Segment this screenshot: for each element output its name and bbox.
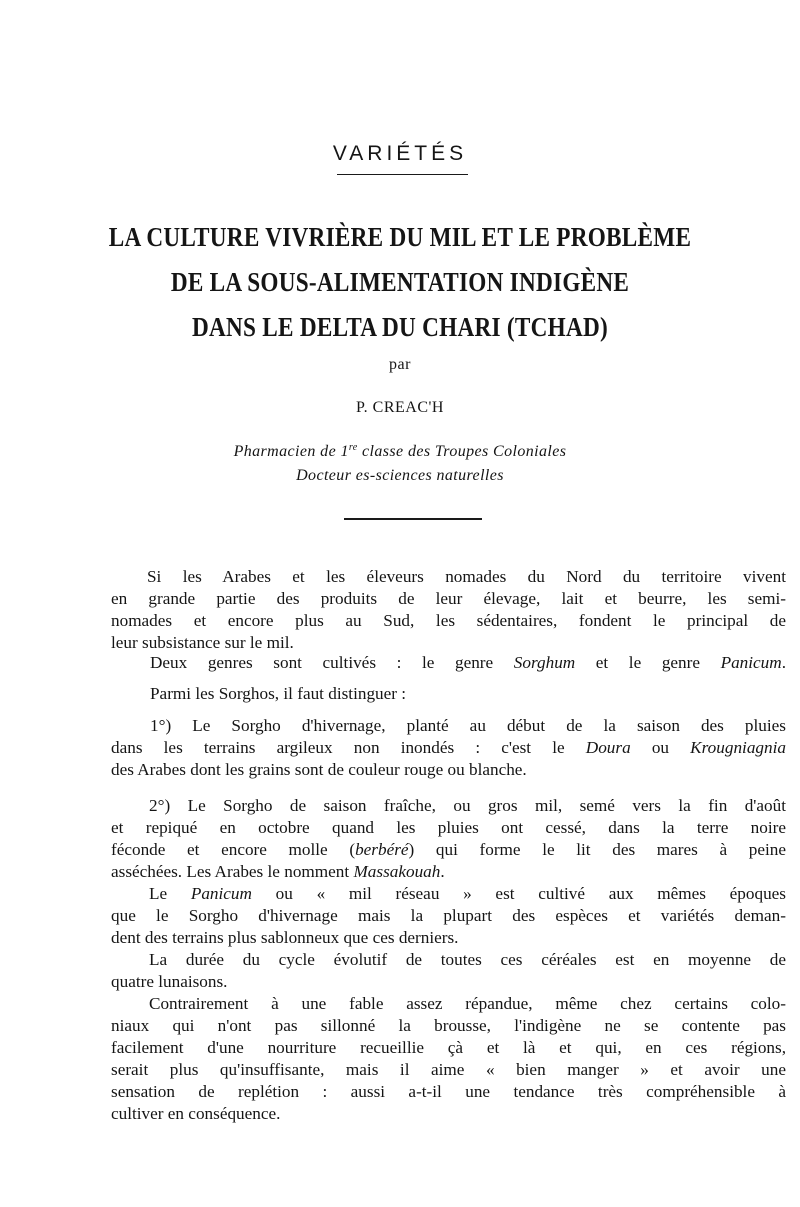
body-line: 1°) Le Sorgho d'hivernage, planté au début de la saison des pluies <box>150 716 786 735</box>
affiliation-1-text: Pharmacien de 1 <box>233 443 349 460</box>
text-run: Le <box>149 884 191 903</box>
text-run: asséchées. Les Arabes le nomment <box>111 862 354 881</box>
body-line: La durée du cycle évolutif de toutes ces céréales est en moyenne de <box>149 950 786 969</box>
text-run: ou <box>630 738 691 757</box>
term-massakouah: Massakouah <box>353 862 441 881</box>
body-line: niaux qui n'ont pas sillonné la brousse, l'indigène ne se contente pas <box>111 1016 786 1035</box>
body-line: facilement d'une nourriture recueillie çà et là et qui, en ces régions, <box>111 1038 786 1057</box>
article-title-line-2: DE LA SOUS-ALIMENTATION INDIGÈNE <box>170 267 630 297</box>
text-run: . <box>440 862 445 881</box>
term-doura: Doura <box>585 738 631 757</box>
text-run: féconde et encore molle ( <box>111 840 356 859</box>
body-line: quatre lunaisons. <box>111 972 228 991</box>
body-line <box>150 652 786 674</box>
body-line: Contrairement à une fable assez répandue, même chez certains colo- <box>149 994 786 1013</box>
text-run: Deux genres sont cultivés : le genre <box>150 653 514 672</box>
body-line: cultiver en conséquence. <box>111 1104 281 1123</box>
text-run: ) qui forme le lit des mares à peine <box>408 840 786 859</box>
genus-panicum: Panicum <box>720 653 782 672</box>
term-krougniagnia: Krougniagnia <box>690 738 786 757</box>
text-run: . <box>781 653 786 672</box>
body-line: des Arabes dont les grains sont de couleur rouge ou blanche. <box>111 760 527 779</box>
author-affiliation-2: Docteur es-sciences naturelles <box>296 467 504 484</box>
body-line: serait plus qu'insuffisante, mais il aime « bien manger » et avoir une <box>111 1060 786 1079</box>
body-line: 2°) Le Sorgho de saison fraîche, ou gros mil, semé vers la fin d'août <box>149 796 786 815</box>
title-divider <box>344 518 482 520</box>
section-heading: VARIÉTÉS <box>332 142 468 165</box>
text-run: et le genre <box>575 653 721 672</box>
text-run: ou « mil réseau » est cultivé aux mêmes époques <box>251 884 786 903</box>
author-name: P. CREAC'H <box>356 399 444 416</box>
author-affiliation-1 <box>0 441 800 463</box>
body-line <box>149 883 786 905</box>
genus-sorghum: Sorghum <box>513 653 576 672</box>
affiliation-1-superscript: re <box>348 442 358 453</box>
term-berbere: berbéré <box>355 840 409 859</box>
section-heading-rule <box>337 174 468 175</box>
body-line: leur subsistance sur le mil. <box>111 633 294 652</box>
body-line: en grande partie des produits de leur élevage, lait et beurre, les semi- <box>111 589 786 608</box>
article-title-line-3: DANS LE DELTA DU CHARI (TCHAD) <box>191 312 609 342</box>
body-line: sensation de replétion : aussi a-t-il une tendance très compréhensible à <box>111 1082 786 1101</box>
text-run: dans les terrains argileux non inondés : c'est le <box>111 738 586 757</box>
affiliation-1-text-end: classe des Troupes Coloniales <box>357 443 567 460</box>
body-line <box>111 839 786 861</box>
body-line: dent des terrains plus sablonneux que ces derniers. <box>111 928 459 947</box>
body-line <box>111 737 786 759</box>
body-line: nomades et encore plus au Sud, les sédentaires, fondent le principal de <box>111 611 786 630</box>
byline-par: par <box>389 356 411 373</box>
article-title-line-1: LA CULTURE VIVRIÈRE DU MIL ET LE PROBLÈME <box>108 222 692 252</box>
body-line <box>111 861 445 883</box>
genus-panicum: Panicum <box>190 884 252 903</box>
body-line: et repiqué en octobre quand les pluies ont cessé, dans la terre noire <box>111 818 786 837</box>
body-line: que le Sorgho d'hivernage mais la plupart des espèces et variétés deman- <box>111 906 786 925</box>
body-line: Parmi les Sorghos, il faut distinguer : <box>150 684 407 703</box>
body-line: Si les Arabes et les éleveurs nomades du Nord du territoire vivent <box>147 567 786 586</box>
